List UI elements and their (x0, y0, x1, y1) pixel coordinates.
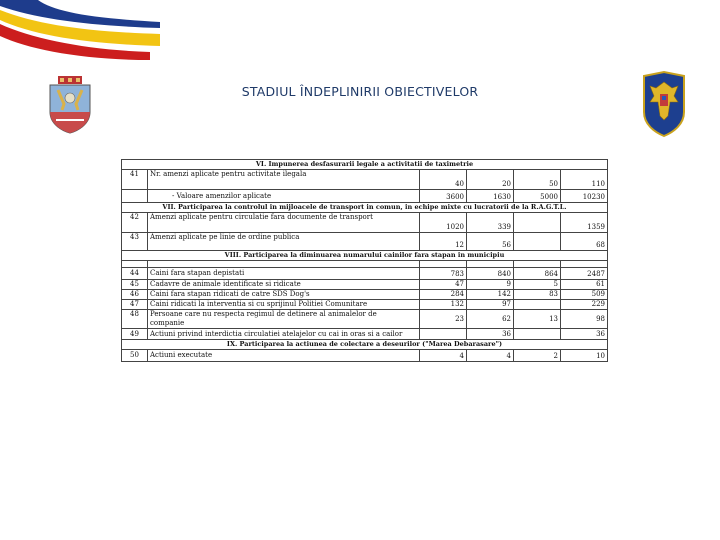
section-title: VII. Participarea la controlul in mijloacele de transport in comun, in echipe mixte cu lucratorii de la R.A.G.T.L. (122, 203, 608, 213)
row-label: Nr. amenzi aplicate pentru activitate ilegala (148, 170, 420, 190)
cell-value: 864 (514, 268, 561, 280)
cell-value: 5 (514, 280, 561, 290)
cell-value: 1630 (467, 190, 514, 203)
table-row (122, 350, 608, 362)
row-number: 50 (122, 350, 148, 362)
cell-value: 339 (467, 213, 514, 233)
section-title: VI. Impunerea desfasurarii legale a activitatii de taximetrie (122, 160, 608, 170)
flag-ribbon (0, 0, 170, 80)
row-label: - Valoare amenzilor aplicate (148, 190, 420, 203)
table-row (122, 233, 608, 251)
cell-value: 284 (420, 290, 467, 300)
section-header (122, 251, 608, 261)
row-number: 47 (122, 300, 148, 310)
table-row (122, 213, 608, 233)
police-emblem-icon (642, 72, 686, 136)
cell-value: 4 (420, 350, 467, 362)
row-number: 42 (122, 213, 148, 233)
cell-value: 12 (420, 233, 467, 251)
cell-value: 1020 (420, 213, 467, 233)
cell-value: 142 (467, 290, 514, 300)
cell-value: 840 (467, 268, 514, 280)
table-row (122, 190, 608, 203)
cell-value: 3600 (420, 190, 467, 203)
cell-value: 98 (561, 310, 608, 329)
cell-value: 68 (561, 233, 608, 251)
row-label: Cadavre de animale identificate si ridicate (148, 280, 420, 290)
cell-value: 783 (420, 268, 467, 280)
cell-value (514, 329, 561, 340)
table-row (122, 268, 608, 280)
cell-value: 36 (561, 329, 608, 340)
table-row (122, 310, 608, 329)
cell-value: 40 (420, 170, 467, 190)
cell-value (514, 213, 561, 233)
cell-value: 9 (467, 280, 514, 290)
row-label: Caini fara stapan ridicati de catre SDS Dog's (148, 290, 420, 300)
cell-value: 23 (420, 310, 467, 329)
cell-value: 61 (561, 280, 608, 290)
cell-value: 110 (561, 170, 608, 190)
cell-value: 83 (514, 290, 561, 300)
row-label: Amenzi aplicate pe linie de ordine publica (148, 233, 420, 251)
cell-value: 97 (467, 300, 514, 310)
row-label-continued: companie (150, 319, 185, 327)
section-title: IX. Participarea la actiunea de colectare a deseurilor ("Marea Debarasare") (122, 340, 608, 350)
cell-value: 2 (514, 350, 561, 362)
cell-value: 13 (514, 310, 561, 329)
table-row (122, 170, 608, 190)
row-number: 49 (122, 329, 148, 340)
row-number: 48 (122, 310, 148, 329)
cell-value: 50 (514, 170, 561, 190)
row-number: 43 (122, 233, 148, 251)
row-label-multiline (148, 310, 420, 329)
cell-value: 132 (420, 300, 467, 310)
section-title: VIII. Participarea la diminuarea numarului cainilor fara stapan in municipiu (122, 251, 608, 261)
table-row (122, 280, 608, 290)
row-label: Persoane care nu respecta regimul de detinere al animalelor de (150, 310, 377, 318)
cell-value: 1359 (561, 213, 608, 233)
cell-value: 20 (467, 170, 514, 190)
page-title: STADIUL ÎNDEPLINIRII OBIECTIVELOR (241, 84, 479, 99)
cell-value: 56 (467, 233, 514, 251)
table-gap-row (122, 261, 608, 268)
table-row (122, 329, 608, 340)
cell-value: 229 (561, 300, 608, 310)
cell-value: 10230 (561, 190, 608, 203)
table-row (122, 290, 608, 300)
row-number: 41 (122, 170, 148, 190)
cell-value: 10 (561, 350, 608, 362)
cell-value: 4 (467, 350, 514, 362)
row-number: 45 (122, 280, 148, 290)
section-header (122, 340, 608, 350)
cell-value (420, 329, 467, 340)
cell-value: 2487 (561, 268, 608, 280)
cell-value: 47 (420, 280, 467, 290)
row-number: 44 (122, 268, 148, 280)
row-label: Actiuni executate (148, 350, 420, 362)
cell-value: 62 (467, 310, 514, 329)
row-label: Caini ridicati la interventia si cu sprijinul Politiei Comunitare (148, 300, 420, 310)
cell-value: 509 (561, 290, 608, 300)
row-label: Caini fara stapan depistati (148, 268, 420, 280)
objectives-table (121, 157, 605, 383)
row-number (122, 190, 148, 203)
cell-value (514, 233, 561, 251)
cell-value (514, 300, 561, 310)
section-header (122, 160, 608, 170)
section-header (122, 203, 608, 213)
cell-value: 36 (467, 329, 514, 340)
row-label: Actiuni privind interdictia circulatiei atelajelor cu cai in oras si a cailor (148, 329, 420, 340)
cell-value: 5000 (514, 190, 561, 203)
table-row (122, 300, 608, 310)
row-label: Amenzi aplicate pentru circulatie fara documente de transport (148, 213, 420, 233)
row-number: 46 (122, 290, 148, 300)
